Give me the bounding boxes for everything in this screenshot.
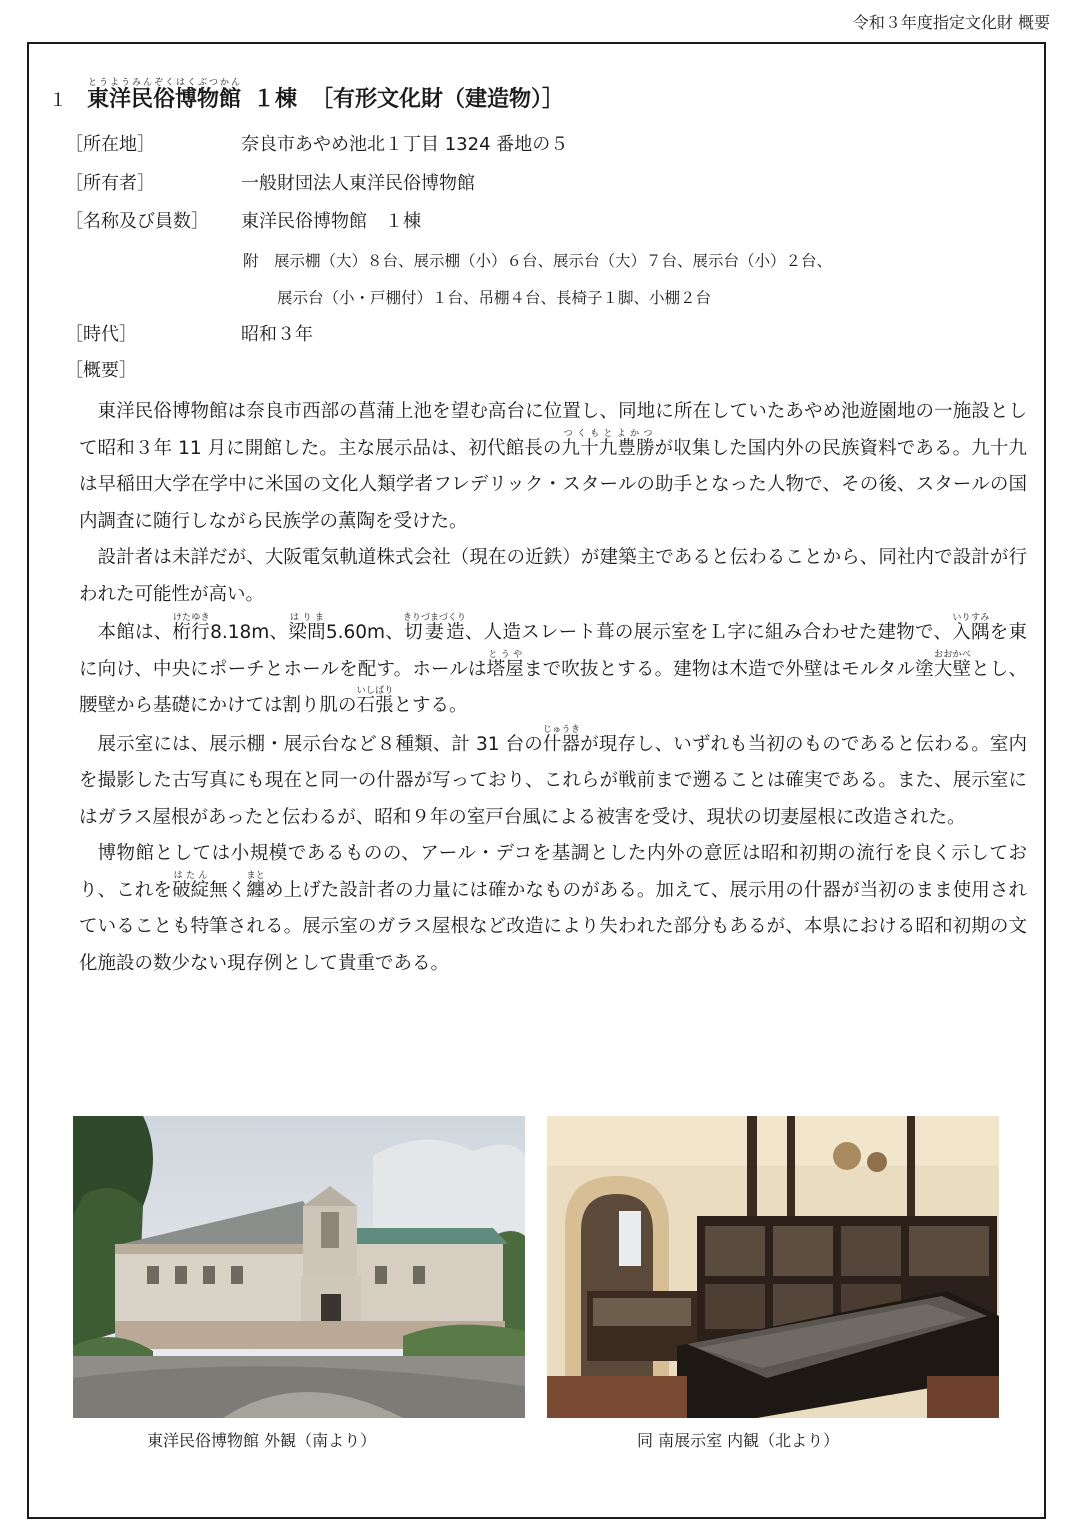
paragraph-structure: 本館は、桁行けたゆき8.18m、梁間はりま5.60m、切妻造きりづまづくり、人造スレート葺の展示室をＬ字に組み合わせた建物で、入隅いりすみを東に向け、中央にポーチとホールを配す。ホールは塔屋とうやまで吹抜とする。建物は木造で外壁はモルタル塗大壁おおかべとし、腰壁から基礎にかけては割り肌の石張いしばりとする。 bbox=[79, 613, 1027, 716]
paragraph-furniture: 展示室には、展示棚・展示台など８種類、計 31 台の什器じゅうきが現存し、いずれも当初のものであると伝わる。室内を撮影した古写真にも現在と同一の什器が写っており、これらが戦前まで遡ることは確実である。また、展示室にはガラス屋根があったと伝わるが、昭和９年の室戸台風による被害を受け、現状の切妻屋根に改造された。 bbox=[79, 724, 1027, 828]
page-title bbox=[49, 78, 564, 113]
designation-category: ［有形文化財（建造物）］ bbox=[311, 87, 565, 112]
field-label: ［時代］ bbox=[65, 324, 137, 345]
paragraph-history: 東洋民俗博物館は奈良市西部の菖蒲上池を望む高台に位置し、同地に所在していたあやめ池遊園地の一施設として昭和３年 11 月に開館した。主な展示品は、初代館長の九十九豊勝つくもとよかつが収集した国内外の民族資料である。九十九は早稲田大学在学中に米国の文化人類学者フレデリック・スタールの助手となった人物で、その後、スタールの国内調査に随行しながら民族学の薫陶を受けた。 bbox=[79, 401, 1027, 532]
field-name-count bbox=[65, 207, 421, 233]
field-label: ［所有者］ bbox=[65, 173, 155, 194]
field-period bbox=[65, 320, 313, 346]
overview-text bbox=[79, 394, 1027, 982]
field-label: ［所在地］ bbox=[65, 134, 155, 155]
field-value: 昭和３年 bbox=[241, 324, 313, 345]
field-value: 東洋民俗博物館 １棟 bbox=[241, 211, 421, 232]
photo-caption-exterior: 東洋民俗博物館 外観（南より） bbox=[147, 1431, 377, 1450]
header-note: 令和３年度指定文化財 概要 bbox=[852, 13, 1050, 32]
paragraph-evaluation: 博物館としては小規模であるものの、アール・デコを基調とした内外の意匠は昭和初期の流行を良く示しており、これを破綻はたん無く纏まとめ上げた設計者の力量には確かなものがある。加えて、展示用の什器が当初のまま使用されていることも特筆される。展示室のガラス屋根など改造により失われた部分もあるが、本県における昭和初期の文化施設の数少ない現存例として貴重である。 bbox=[79, 843, 1027, 974]
attachments-line-1: 附 展示棚（大）８台、展示棚（小）６台、展示台（大）７台、展示台（小）２台、 bbox=[243, 252, 833, 270]
paragraph-designer: 設計者は未詳だが、大阪電気軌道株式会社（現在の近鉄）が建築主であると伝わることから、同社内で設計が行われた可能性が高い。 bbox=[79, 547, 1027, 605]
attachments-line-2: 展示台（小・戸棚付）１台、吊棚４台、長椅子１脚、小棚２台 bbox=[277, 289, 712, 307]
field-value: 一般財団法人東洋民俗博物館 bbox=[241, 173, 475, 194]
museum-name: 東洋民俗博物館とうようみんぞくはくぶつかん bbox=[87, 78, 242, 112]
field-owner bbox=[65, 169, 475, 195]
field-label: ［名称及び員数］ bbox=[65, 211, 209, 232]
field-location bbox=[65, 130, 568, 156]
photo-exterior bbox=[73, 1116, 525, 1418]
overview-label: ［概要］ bbox=[65, 360, 137, 381]
item-number: １ bbox=[49, 90, 67, 111]
building-count: １棟 bbox=[253, 87, 298, 112]
field-value: 奈良市あやめ池北１丁目 1324 番地の５ bbox=[241, 134, 569, 155]
document-frame bbox=[27, 42, 1046, 1519]
photo-interior bbox=[547, 1116, 999, 1418]
photo-caption-interior: 同 南展示室 内観（北より） bbox=[637, 1431, 840, 1450]
